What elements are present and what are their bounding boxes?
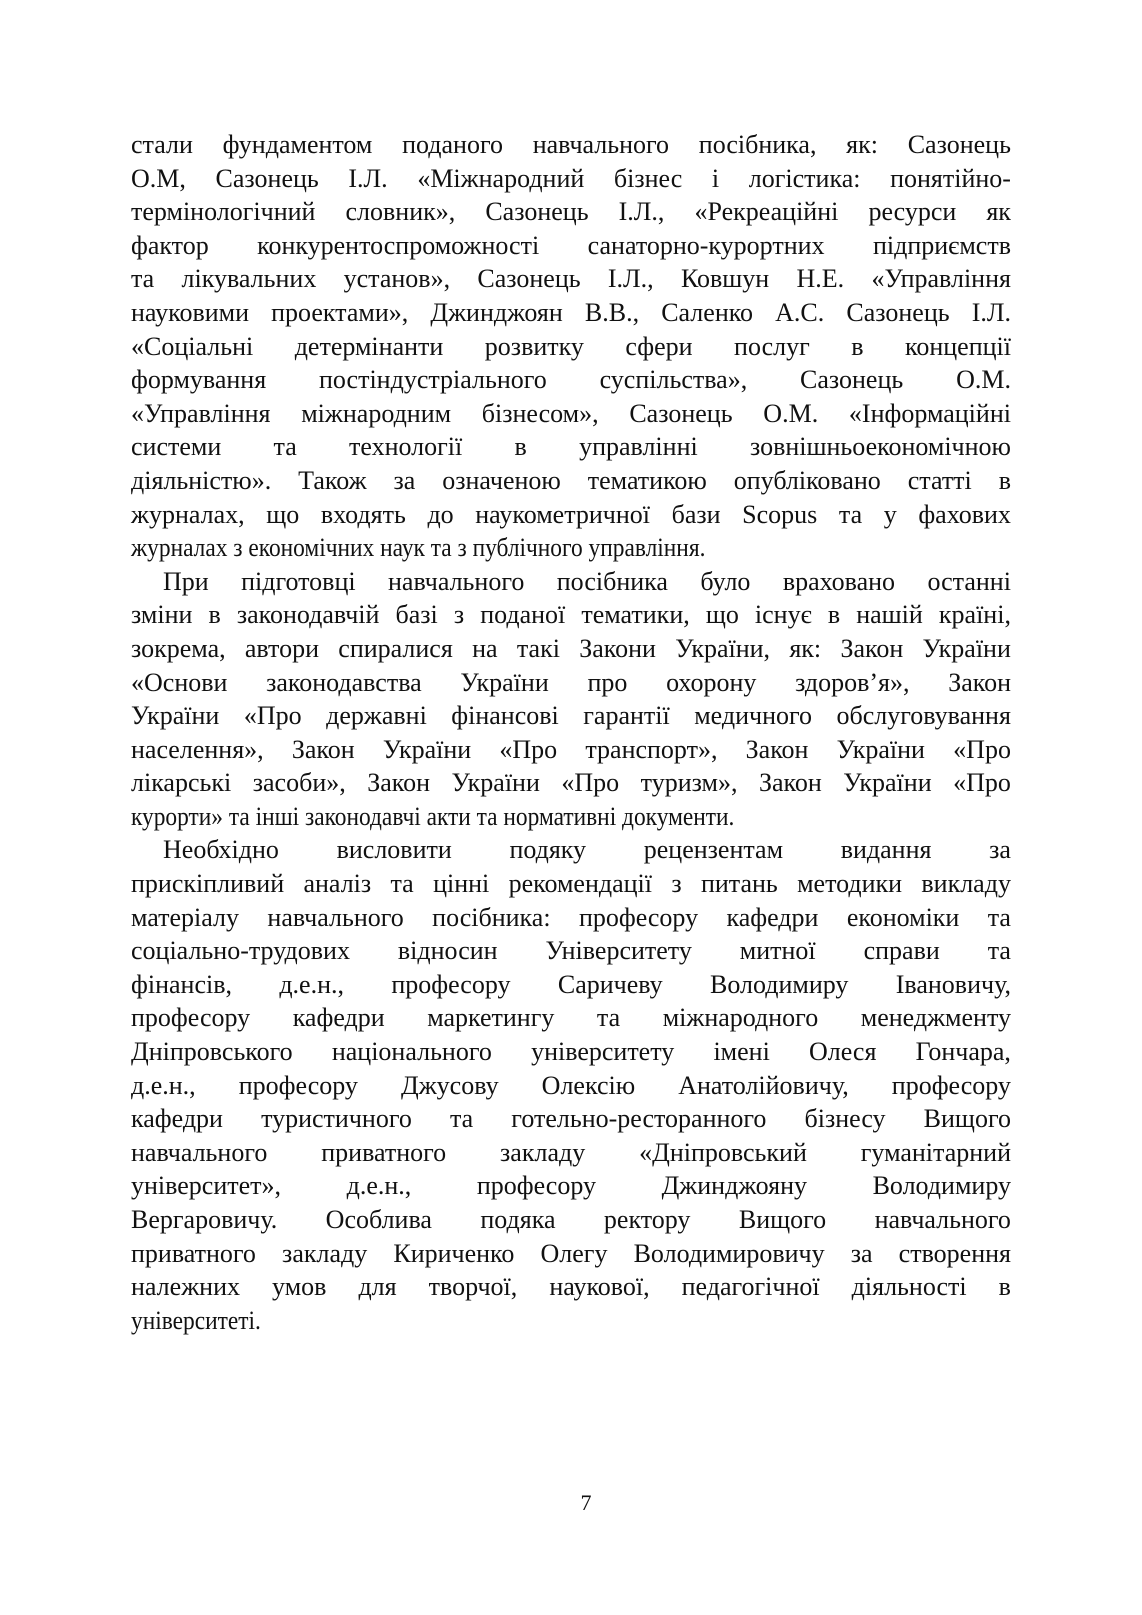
body-text [131, 128, 1011, 1337]
text-line: зокрема, автори спиралися на такі Закони України, як: Закон України [131, 633, 1011, 663]
text-line: курорти» та інші законодавчі акти та нормативні документи. [131, 801, 735, 831]
text-line: Необхідно висловити подяку рецензентам видання за [163, 835, 1011, 865]
text-line: населення», Закон України «Про транспорт», Закон України «Про [131, 734, 1011, 764]
text-line: діяльністю». Також за означеною тематикою опубліковано статті в [131, 465, 1011, 495]
text-line: науковими проектами», Джинджоян В.В., Саленко А.С. Сазонець І.Л. [131, 297, 1011, 327]
text-line: Вергаровичу. Особлива подяка ректору Вищого навчального [131, 1205, 1011, 1234]
text-line: формування постіндустріального суспільства», Сазонець О.М. [131, 365, 1011, 395]
paragraph [131, 833, 1011, 1337]
text-line: «Управління міжнародним бізнесом», Сазонець О.М. «Інформаційні [131, 398, 1011, 428]
text-line: д.е.н., професору Джусову Олексію Анатолійовичу, професору [131, 1070, 1011, 1100]
text-line: Дніпровського національного університету імені Олеся Гончара, [131, 1037, 1011, 1067]
text-line: журналах з економічних наук та з публічного управління. [131, 533, 706, 563]
paragraph [131, 128, 1011, 565]
text-line: соціально-трудових відносин Університету митної справи та [131, 936, 1011, 966]
text-line: «Основи законодавства України про охорону здоров’я», Закон [131, 667, 1011, 697]
text-line: приватного закладу Кириченко Олегу Володимировичу за створення [131, 1238, 1011, 1268]
text-line: прискіпливий аналіз та цінні рекомендації з питань методики викладу [131, 869, 1011, 899]
text-line: професору кафедри маркетингу та міжнародного менеджменту [131, 1003, 1011, 1033]
text-line: фінансів, д.е.н., професору Саричеву Володимиру Івановичу, [131, 969, 1011, 999]
text-line: України «Про державні фінансові гарантії медичного обслуговування [131, 701, 1011, 731]
text-line: При підготовці навчального посібника було враховано останні [163, 566, 1011, 596]
text-line: О.М, Сазонець І.Л. «Міжнародний бізнес і логістика: понятійно- [131, 163, 1011, 193]
text-line: зміни в законодавчій базі з поданої тематики, що існує в нашій країні, [131, 600, 1011, 630]
text-line: стали фундаментом поданого навчального посібника, як: Сазонець [131, 130, 1011, 159]
page-number: 7 [580, 1490, 592, 1515]
text-line: «Соціальні детермінанти розвитку сфери послуг в концепції [131, 331, 1011, 361]
text-line: університеті. [131, 1305, 261, 1335]
text-line: навчального приватного закладу «Дніпровський гуманітарний [131, 1137, 1011, 1167]
text-line: журналах, що входять до наукометричної бази Scopus та у фахових [131, 499, 1011, 529]
text-line: та лікувальних установ», Сазонець І.Л., Ковшун Н.Е. «Управління [131, 264, 1011, 294]
text-line: термінологічний словник», Сазонець І.Л., «Рекреаційні ресурси як [131, 197, 1011, 227]
paragraph [131, 565, 1011, 834]
text-line: університет», д.е.н., професору Джинджояну Володимиру [131, 1171, 1011, 1201]
text-line: лікарські засоби», Закон України «Про туризм», Закон України «Про [131, 768, 1011, 798]
text-line: кафедри туристичного та готельно-ресторанного бізнесу Вищого [131, 1104, 1011, 1134]
text-line: матеріалу навчального посібника: професору кафедри економіки та [131, 902, 1011, 932]
text-line: системи та технології в управлінні зовнішньоекономічною [131, 432, 1011, 462]
text-line: фактор конкурентоспроможності санаторно-курортних підприємств [131, 230, 1011, 260]
text-line: належних умов для творчої, наукової, педагогічної діяльності в [131, 1272, 1011, 1302]
